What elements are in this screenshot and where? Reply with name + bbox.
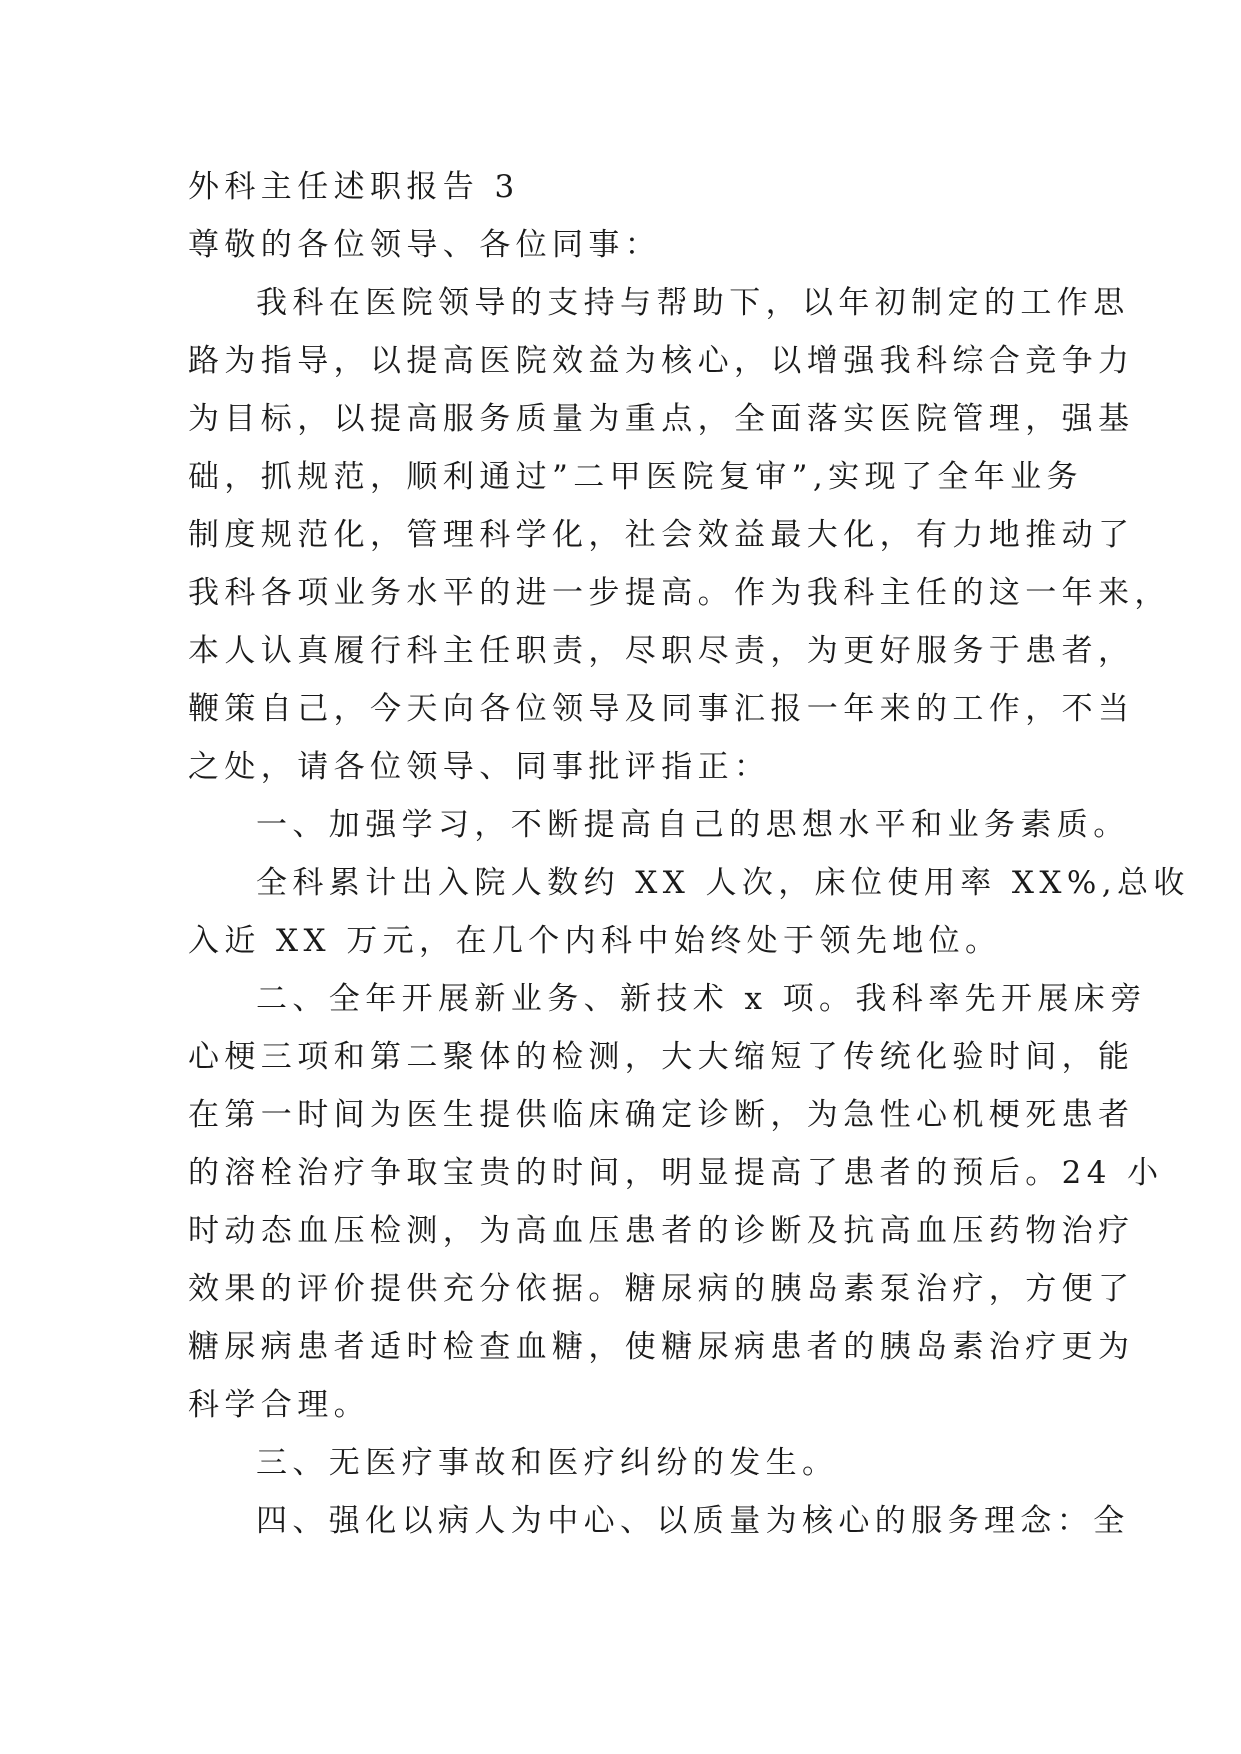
section-heading: 二、全年开展新业务、新技术 x 项。我科率先开展床旁 xyxy=(256,981,1147,1017)
section-heading: 三、无医疗事故和医疗纠纷的发生。 xyxy=(256,1445,839,1481)
paragraph-line: 本人认真履行科主任职责，尽职尽责，为更好服务于患者， xyxy=(188,633,1135,669)
paragraph-line: 心梗三项和第二聚体的检测，大大缩短了传统化验时间，能 xyxy=(188,1039,1135,1075)
section-heading: 一、加强学习，不断提高自己的思想水平和业务素质。 xyxy=(256,807,1130,843)
paragraph-line: 科学合理。 xyxy=(188,1387,370,1423)
paragraph-line: 糖尿病患者适时检查血糖，使糖尿病患者的胰岛素治疗更为 xyxy=(188,1329,1135,1365)
paragraph-line: 全科累计出入院人数约 XX 人次，床位使用率 XX%,总收 xyxy=(256,865,1190,901)
paragraph-line: 鞭策自己，今天向各位领导及同事汇报一年来的工作，不当 xyxy=(188,691,1135,727)
paragraph-line: 时动态血压检测，为高血压患者的诊断及抗高血压药物治疗 xyxy=(188,1213,1135,1249)
paragraph-line: 我科各项业务水平的进一步提高。作为我科主任的这一年来， xyxy=(188,575,1171,611)
paragraph-line: 为目标，以提高服务质量为重点，全面落实医院管理，强基 xyxy=(188,401,1135,437)
section-heading: 四、强化以病人为中心、以质量为核心的服务理念：全 xyxy=(256,1503,1130,1539)
paragraph-line: 入近 XX 万元，在几个内科中始终处于领先地位。 xyxy=(188,923,1002,959)
paragraph-line: 路为指导，以提高医院效益为核心，以增强我科综合竞争力 xyxy=(188,343,1135,379)
paragraph-line: 效果的评价提供充分依据。糖尿病的胰岛素泵治疗，方便了 xyxy=(188,1271,1135,1307)
paragraph-line: 在第一时间为医生提供临床确定诊断，为急性心机梗死患者 xyxy=(188,1097,1135,1133)
paragraph-line: 我科在医院领导的支持与帮助下，以年初制定的工作思 xyxy=(256,285,1130,321)
paragraph-line: 础，抓规范，顺利通过”二甲医院复审”,实现了全年业务 xyxy=(188,459,1083,495)
salutation: 尊敬的各位领导、各位同事： xyxy=(188,227,662,263)
document-title: 外科主任述职报告 3 xyxy=(188,169,520,205)
paragraph-line: 的溶栓治疗争取宝贵的时间，明显提高了患者的预后。24 小 xyxy=(188,1155,1164,1191)
paragraph-line: 制度规范化，管理科学化，社会效益最大化，有力地推动了 xyxy=(188,517,1135,553)
paragraph-line: 之处，请各位领导、同事批评指正： xyxy=(188,749,771,785)
